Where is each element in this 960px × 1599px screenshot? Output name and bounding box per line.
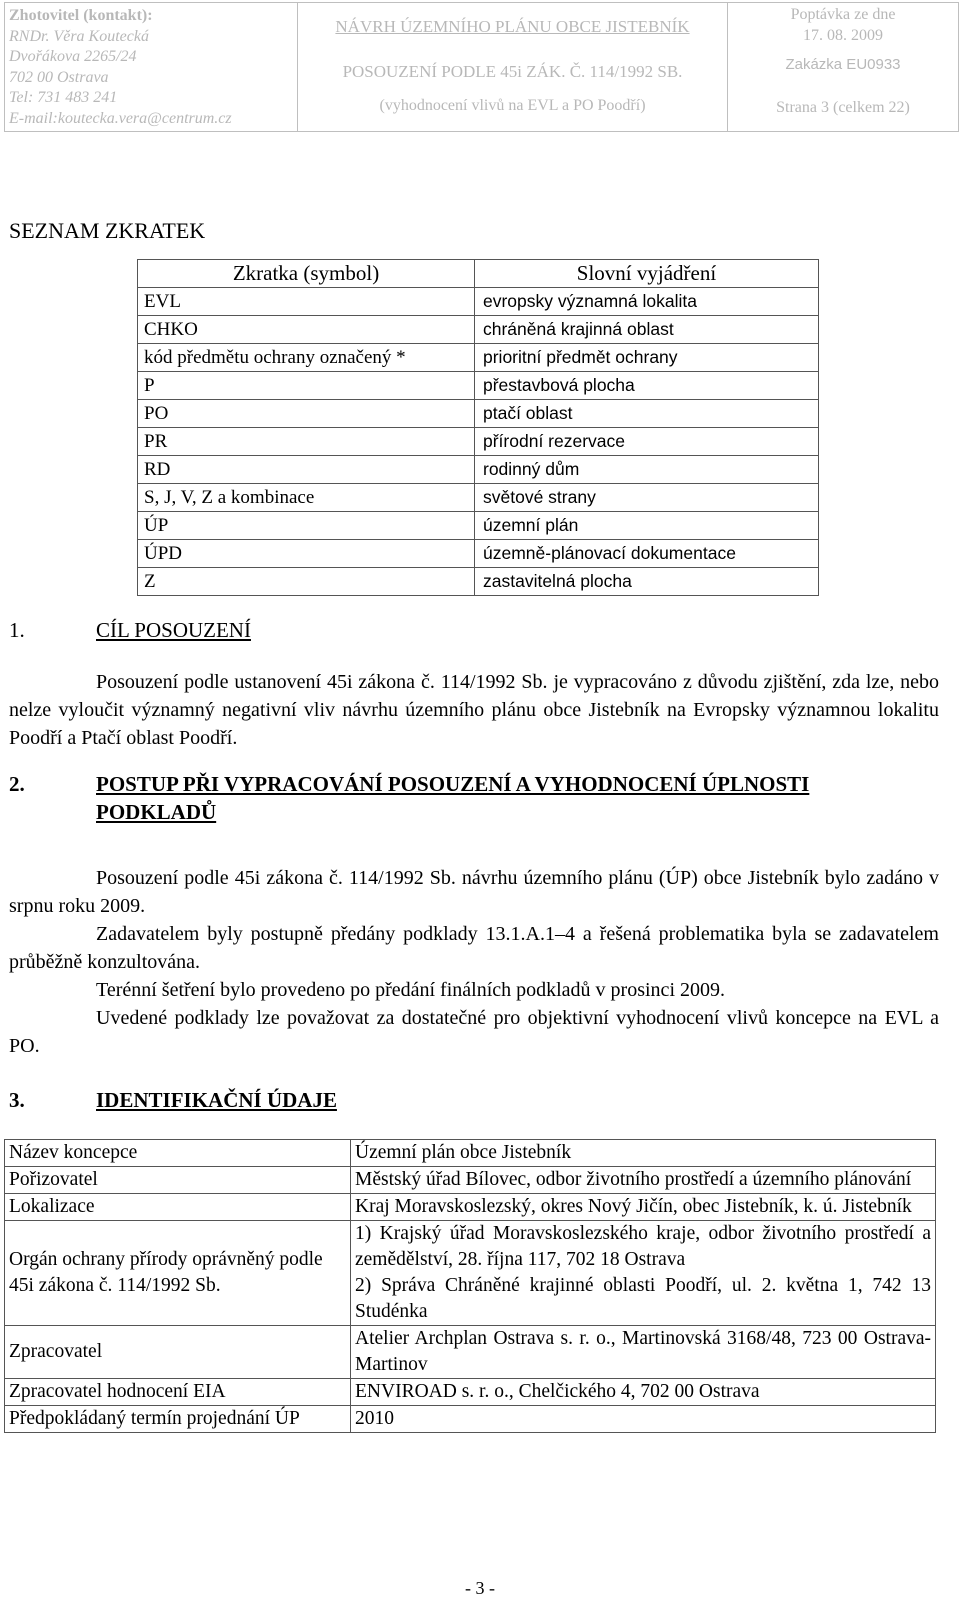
key-cell: Orgán ochrany přírody oprávněný podle 45i zákona č. 114/1992 Sb. <box>5 1221 351 1326</box>
abbr-cell: S, J, V, Z a kombinace <box>138 484 475 512</box>
contact-line: Tel: 731 483 241 <box>9 89 118 107</box>
table-row <box>5 1221 936 1326</box>
doc-subtitle: POSOUZENÍ PODLE 45i ZÁK. Č. 114/1992 SB. <box>342 62 683 81</box>
paragraph-text: Terénní šetření bylo provedeno po předání finálních podkladů v prosinci 2009. <box>96 979 725 1001</box>
abbr-cell: PR <box>138 428 475 456</box>
abbr-cell: CHKO <box>138 316 475 344</box>
table-row <box>138 484 819 512</box>
contact-line: E-mail:koutecka.vera@centrum.cz <box>9 109 232 127</box>
contact-line: Dvořákova 2265/24 <box>9 48 137 66</box>
table-row <box>5 1326 936 1379</box>
section-2-paragraph-1 <box>9 864 939 920</box>
order-number: Zakázka EU0933 <box>785 56 901 73</box>
key-cell: Zpracovatel <box>5 1326 351 1379</box>
meaning-cell: přírodní rezervace <box>475 428 819 456</box>
meaning-cell: územní plán <box>475 512 819 540</box>
section-1-paragraph <box>9 668 939 752</box>
table-row <box>138 316 819 344</box>
request-label: Poptávka ze dne <box>790 6 896 23</box>
contact-title: Zhotovitel (kontakt): <box>9 7 153 24</box>
value-cell: Městský úřad Bílovec, odbor životního prostředí a územního plánování <box>351 1167 936 1194</box>
column-header: Slovní vyjádření <box>475 260 819 288</box>
request-date: 17. 08. 2009 <box>803 27 883 44</box>
table-row <box>138 344 819 372</box>
document-header <box>4 2 959 132</box>
value-cell: 1) Krajský úřad Moravskoslezského kraje, odbor životního prostředí a zemědělství, 28. října 117, 702 18 Ostrava 2) Správa Chráněné krajinné oblasti Poodří, ul. 2. května 1, 742 13 Studénka <box>351 1221 936 1326</box>
value-cell: Kraj Moravskoslezský, okres Nový Jičín, obec Jistebník, k. ú. Jistebník <box>351 1194 936 1221</box>
title-block <box>298 3 728 131</box>
table-row <box>5 1379 936 1406</box>
abbr-cell: ÚP <box>138 512 475 540</box>
section-2-paragraph-4 <box>9 1004 939 1060</box>
table-row <box>138 456 819 484</box>
table-row <box>138 540 819 568</box>
paragraph-text: Posouzení podle 45i zákona č. 114/1992 Sb. návrhu územního plánu (ÚP) obce Jistebník bylo zadáno v srpnu roku 2009. <box>9 867 939 917</box>
meaning-cell: evropsky významná lokalita <box>475 288 819 316</box>
meaning-cell: světové strany <box>475 484 819 512</box>
column-header: Zkratka (symbol) <box>138 260 475 288</box>
page-info: Strana 3 (celkem 22) <box>776 99 910 116</box>
abbr-cell: Z <box>138 568 475 596</box>
key-cell: Název koncepce <box>5 1140 351 1167</box>
table-row <box>5 1167 936 1194</box>
key-cell: Zpracovatel hodnocení EIA <box>5 1379 351 1406</box>
meaning-cell: chráněná krajinná oblast <box>475 316 819 344</box>
abbr-cell: PO <box>138 400 475 428</box>
table-row <box>138 512 819 540</box>
section-2-paragraph-2 <box>9 920 939 976</box>
meaning-cell: ptačí oblast <box>475 400 819 428</box>
section-number: 2. <box>9 772 25 796</box>
table-row <box>138 400 819 428</box>
meta-block <box>728 3 958 131</box>
table-row <box>5 1194 936 1221</box>
abbr-cell: kód předmětu ochrany označený * <box>138 344 475 372</box>
section-title: IDENTIFIKAČNÍ ÚDAJE <box>96 1088 337 1112</box>
section-2-paragraph-3 <box>9 976 939 1004</box>
contact-line: 702 00 Ostrava <box>9 68 109 86</box>
doc-title: NÁVRH ÚZEMNÍHO PLÁNU OBCE JISTEBNÍK <box>335 17 690 36</box>
section-title: CÍL POSOUZENÍ <box>96 618 251 642</box>
meaning-cell: územně-plánovací dokumentace <box>475 540 819 568</box>
paragraph-text: Zadavatelem byly postupně předány podklady 13.1.A.1–4 a řešená problematika byla se zadavatelem průběžně konzultována. <box>9 923 939 973</box>
table-row <box>138 428 819 456</box>
value-cell: 2010 <box>351 1406 936 1433</box>
meaning-cell: prioritní předmět ochrany <box>475 344 819 372</box>
abbr-cell: EVL <box>138 288 475 316</box>
meaning-cell: přestavbová plocha <box>475 372 819 400</box>
key-cell: Pořizovatel <box>5 1167 351 1194</box>
contact-block <box>5 3 298 131</box>
page-number: - 3 - <box>465 1578 495 1598</box>
table-row <box>5 1140 936 1167</box>
abbr-cell: P <box>138 372 475 400</box>
section-title-line2: PODKLADŮ <box>96 800 217 824</box>
section-number: 1. <box>9 618 25 642</box>
value-cell: Územní plán obce Jistebník <box>351 1140 936 1167</box>
contact-line: RNDr. Věra Koutecká <box>9 27 149 45</box>
table-row <box>5 1406 936 1433</box>
section-title-line1: POSTUP PŘI VYPRACOVÁNÍ POSOUZENÍ A VYHODNOCENÍ ÚPLNOSTI <box>96 772 810 796</box>
paragraph-text: Uvedené podklady lze považovat za dostatečné pro objektivní vyhodnocení vlivů koncepce na EVL a PO. <box>9 1007 939 1057</box>
meaning-cell: zastavitelná plocha <box>475 568 819 596</box>
meaning-cell: rodinný dům <box>475 456 819 484</box>
paragraph-text: Posouzení podle ustanovení 45i zákona č. 114/1992 Sb. je vypracováno z důvodu zjištění, zda lze, nebo nelze vyloučit významný negativní vliv návrhu územního plánu obce Jistebník na Evropsky významnou lokalitu Poodří a Ptačí oblast Poodří. <box>9 671 939 749</box>
table-row <box>138 568 819 596</box>
section-number: 3. <box>9 1088 25 1112</box>
abbr-cell: ÚPD <box>138 540 475 568</box>
value-cell: ENVIROAD s. r. o., Chelčického 4, 702 00 Ostrava <box>351 1379 936 1406</box>
table-row <box>138 288 819 316</box>
identification-table <box>4 1139 936 1433</box>
key-cell: Předpokládaný termín projednání ÚP <box>5 1406 351 1433</box>
table-header-row <box>138 260 819 288</box>
key-cell: Lokalizace <box>5 1194 351 1221</box>
abbreviations-table <box>137 259 819 596</box>
abbr-cell: RD <box>138 456 475 484</box>
doc-scope: (vyhodnocení vlivů na EVL a PO Poodří) <box>379 97 646 114</box>
value-cell: Atelier Archplan Ostrava s. r. o., Martinovská 3168/48, 723 00 Ostrava-Martinov <box>351 1326 936 1379</box>
abbreviations-title: SEZNAM ZKRATEK <box>9 218 206 243</box>
table-row <box>138 372 819 400</box>
